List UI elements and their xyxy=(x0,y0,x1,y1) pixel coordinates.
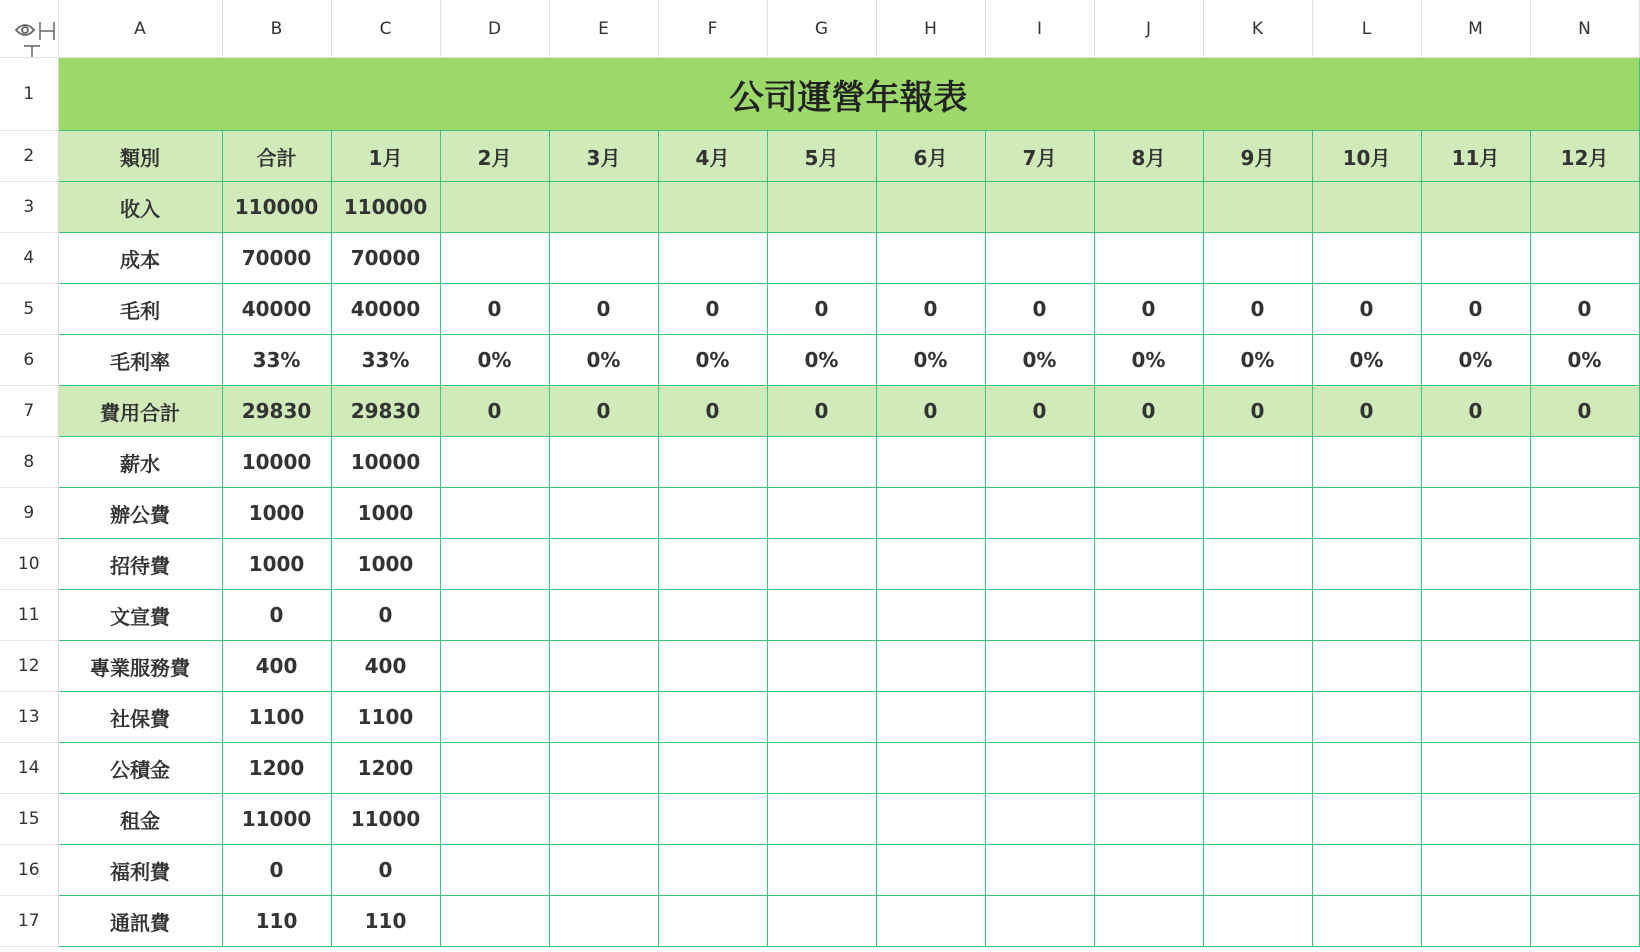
value-cell[interactable]: 0 xyxy=(1421,386,1530,437)
value-cell[interactable] xyxy=(1312,488,1421,539)
value-cell[interactable] xyxy=(1094,641,1203,692)
value-cell[interactable] xyxy=(767,590,876,641)
header-cell[interactable]: 類別 xyxy=(58,131,222,182)
column-header-n[interactable]: N xyxy=(1530,0,1639,58)
value-cell[interactable]: 1100 xyxy=(331,692,440,743)
value-cell[interactable] xyxy=(549,233,658,284)
value-cell[interactable] xyxy=(1421,539,1530,590)
value-cell[interactable] xyxy=(549,692,658,743)
value-cell[interactable] xyxy=(985,845,1094,896)
value-cell[interactable] xyxy=(658,794,767,845)
value-cell[interactable] xyxy=(1312,692,1421,743)
value-cell[interactable] xyxy=(1530,488,1639,539)
value-cell[interactable] xyxy=(440,590,549,641)
value-cell[interactable] xyxy=(1312,437,1421,488)
value-cell[interactable] xyxy=(1094,794,1203,845)
value-cell[interactable]: 0 xyxy=(1203,386,1312,437)
value-cell[interactable] xyxy=(1421,233,1530,284)
row-header[interactable]: 14 xyxy=(0,743,58,794)
category-cell[interactable]: 毛利 xyxy=(58,284,222,335)
value-cell[interactable]: 1200 xyxy=(331,743,440,794)
report-title[interactable]: 公司運營年報表 xyxy=(58,58,1639,131)
header-cell[interactable]: 10月 xyxy=(1312,131,1421,182)
value-cell[interactable] xyxy=(1530,590,1639,641)
value-cell[interactable]: 1200 xyxy=(222,743,331,794)
value-cell[interactable]: 0% xyxy=(1312,335,1421,386)
value-cell[interactable]: 0% xyxy=(658,335,767,386)
value-cell[interactable] xyxy=(1094,743,1203,794)
value-cell[interactable] xyxy=(985,590,1094,641)
value-cell[interactable] xyxy=(658,539,767,590)
value-cell[interactable] xyxy=(440,488,549,539)
category-cell[interactable]: 成本 xyxy=(58,233,222,284)
row-header[interactable]: 9 xyxy=(0,488,58,539)
value-cell[interactable]: 0 xyxy=(767,386,876,437)
value-cell[interactable]: 11000 xyxy=(331,794,440,845)
table-row xyxy=(0,488,1639,539)
value-cell[interactable]: 0 xyxy=(331,590,440,641)
value-cell[interactable] xyxy=(440,692,549,743)
value-cell[interactable] xyxy=(1421,590,1530,641)
value-cell[interactable]: 110000 xyxy=(331,182,440,233)
value-cell[interactable]: 0 xyxy=(876,386,985,437)
value-cell[interactable] xyxy=(1203,743,1312,794)
value-cell[interactable]: 0 xyxy=(331,845,440,896)
value-cell[interactable] xyxy=(767,743,876,794)
value-cell[interactable]: 11000 xyxy=(222,794,331,845)
value-cell[interactable] xyxy=(1094,437,1203,488)
value-cell[interactable] xyxy=(876,539,985,590)
value-cell[interactable] xyxy=(985,743,1094,794)
value-cell[interactable] xyxy=(1203,794,1312,845)
value-cell[interactable] xyxy=(658,233,767,284)
table-row xyxy=(0,386,1639,437)
value-cell[interactable] xyxy=(658,437,767,488)
table-row xyxy=(0,896,1639,947)
header-cell[interactable]: 9月 xyxy=(1203,131,1312,182)
header-cell[interactable]: 8月 xyxy=(1094,131,1203,182)
header-cell[interactable]: 1月 xyxy=(331,131,440,182)
value-cell[interactable]: 0 xyxy=(440,386,549,437)
value-cell[interactable] xyxy=(1530,182,1639,233)
category-cell[interactable]: 費用合計 xyxy=(58,386,222,437)
value-cell[interactable] xyxy=(440,896,549,947)
value-cell[interactable] xyxy=(1203,845,1312,896)
row-header[interactable]: 8 xyxy=(0,437,58,488)
value-cell[interactable]: 0 xyxy=(658,284,767,335)
value-cell[interactable] xyxy=(985,233,1094,284)
column-header-l[interactable]: L xyxy=(1312,0,1421,58)
value-cell[interactable] xyxy=(1421,896,1530,947)
header-cell[interactable]: 5月 xyxy=(767,131,876,182)
value-cell[interactable] xyxy=(549,743,658,794)
value-cell[interactable] xyxy=(1203,590,1312,641)
value-cell[interactable] xyxy=(876,233,985,284)
value-cell[interactable] xyxy=(985,896,1094,947)
value-cell[interactable] xyxy=(549,896,658,947)
value-cell[interactable] xyxy=(1530,845,1639,896)
value-cell[interactable]: 0 xyxy=(985,284,1094,335)
category-cell[interactable]: 招待費 xyxy=(58,539,222,590)
value-cell[interactable] xyxy=(440,641,549,692)
value-cell[interactable] xyxy=(876,794,985,845)
value-cell[interactable] xyxy=(1421,437,1530,488)
value-cell[interactable]: 0% xyxy=(1530,335,1639,386)
value-cell[interactable] xyxy=(1203,692,1312,743)
value-cell[interactable] xyxy=(1421,845,1530,896)
value-cell[interactable] xyxy=(1094,845,1203,896)
value-cell[interactable] xyxy=(658,488,767,539)
column-header-i[interactable]: I xyxy=(985,0,1094,58)
value-cell[interactable] xyxy=(767,794,876,845)
value-cell[interactable] xyxy=(1203,488,1312,539)
value-cell[interactable]: 110000 xyxy=(222,182,331,233)
column-header-k[interactable]: K xyxy=(1203,0,1312,58)
value-cell[interactable]: 0% xyxy=(1421,335,1530,386)
value-cell[interactable] xyxy=(1312,641,1421,692)
value-cell[interactable] xyxy=(876,641,985,692)
value-cell[interactable]: 400 xyxy=(222,641,331,692)
value-cell[interactable] xyxy=(1094,182,1203,233)
value-cell[interactable] xyxy=(440,794,549,845)
row-header[interactable]: 10 xyxy=(0,539,58,590)
value-cell[interactable] xyxy=(876,488,985,539)
category-header-row xyxy=(0,131,1639,182)
row-header[interactable]: 11 xyxy=(0,590,58,641)
value-cell[interactable] xyxy=(1312,896,1421,947)
header-cell[interactable]: 2月 xyxy=(440,131,549,182)
value-cell[interactable] xyxy=(1530,794,1639,845)
value-cell[interactable] xyxy=(767,692,876,743)
value-cell[interactable] xyxy=(985,437,1094,488)
header-cell[interactable]: 3月 xyxy=(549,131,658,182)
category-cell[interactable]: 薪水 xyxy=(58,437,222,488)
value-cell[interactable]: 40000 xyxy=(331,284,440,335)
value-cell[interactable] xyxy=(767,896,876,947)
value-cell[interactable] xyxy=(767,641,876,692)
value-cell[interactable] xyxy=(985,641,1094,692)
value-cell[interactable]: 0 xyxy=(1530,386,1639,437)
value-cell[interactable]: 0 xyxy=(1421,284,1530,335)
value-cell[interactable] xyxy=(1203,641,1312,692)
header-cell[interactable]: 11月 xyxy=(1421,131,1530,182)
header-cell[interactable]: 7月 xyxy=(985,131,1094,182)
category-cell[interactable]: 福利費 xyxy=(58,845,222,896)
row-header[interactable]: 12 xyxy=(0,641,58,692)
table-row xyxy=(0,233,1639,284)
value-cell[interactable]: 0 xyxy=(658,386,767,437)
value-cell[interactable]: 1000 xyxy=(222,539,331,590)
value-cell[interactable] xyxy=(1421,488,1530,539)
category-cell[interactable]: 辦公費 xyxy=(58,488,222,539)
value-cell[interactable] xyxy=(440,182,549,233)
value-cell[interactable] xyxy=(1094,896,1203,947)
row-header[interactable]: 16 xyxy=(0,845,58,896)
category-cell[interactable]: 文宣費 xyxy=(58,590,222,641)
category-cell[interactable]: 毛利率 xyxy=(58,335,222,386)
value-cell[interactable] xyxy=(549,641,658,692)
value-cell[interactable] xyxy=(549,488,658,539)
value-cell[interactable]: 0% xyxy=(767,335,876,386)
table-row xyxy=(0,590,1639,641)
value-cell[interactable] xyxy=(658,590,767,641)
table-row xyxy=(0,182,1639,233)
value-cell[interactable] xyxy=(440,743,549,794)
value-cell[interactable] xyxy=(1312,182,1421,233)
value-cell[interactable]: 29830 xyxy=(222,386,331,437)
value-cell[interactable] xyxy=(1094,488,1203,539)
category-cell[interactable]: 社保費 xyxy=(58,692,222,743)
column-header-d[interactable]: D xyxy=(440,0,549,58)
category-cell[interactable]: 專業服務費 xyxy=(58,641,222,692)
value-cell[interactable] xyxy=(440,539,549,590)
value-cell[interactable] xyxy=(1421,641,1530,692)
value-cell[interactable] xyxy=(876,437,985,488)
value-cell[interactable]: 0% xyxy=(1094,335,1203,386)
value-cell[interactable]: 110 xyxy=(222,896,331,947)
value-cell[interactable] xyxy=(985,692,1094,743)
value-cell[interactable]: 70000 xyxy=(222,233,331,284)
value-cell[interactable] xyxy=(549,794,658,845)
value-cell[interactable] xyxy=(1203,539,1312,590)
value-cell[interactable] xyxy=(1312,233,1421,284)
value-cell[interactable] xyxy=(985,794,1094,845)
row-header[interactable]: 3 xyxy=(0,182,58,233)
value-cell[interactable] xyxy=(1203,437,1312,488)
value-cell[interactable]: 0% xyxy=(549,335,658,386)
value-cell[interactable] xyxy=(876,845,985,896)
table-row xyxy=(0,845,1639,896)
eye-icon[interactable] xyxy=(16,25,34,35)
value-cell[interactable]: 0 xyxy=(222,590,331,641)
column-header-g[interactable]: G xyxy=(767,0,876,58)
row-header[interactable]: 15 xyxy=(0,794,58,845)
table-row xyxy=(0,284,1639,335)
table-row xyxy=(0,539,1639,590)
value-cell[interactable] xyxy=(876,743,985,794)
column-resize-icon[interactable] xyxy=(40,22,54,40)
value-cell[interactable] xyxy=(1094,692,1203,743)
value-cell[interactable]: 1000 xyxy=(331,539,440,590)
header-cell[interactable]: 6月 xyxy=(876,131,985,182)
value-cell[interactable] xyxy=(440,845,549,896)
value-cell[interactable]: 0 xyxy=(1530,284,1639,335)
value-cell[interactable]: 1000 xyxy=(222,488,331,539)
value-cell[interactable]: 0% xyxy=(440,335,549,386)
value-cell[interactable] xyxy=(1094,539,1203,590)
value-cell[interactable]: 10000 xyxy=(222,437,331,488)
value-cell[interactable] xyxy=(549,437,658,488)
value-cell[interactable] xyxy=(658,743,767,794)
column-header-b[interactable]: B xyxy=(222,0,331,58)
row-header[interactable]: 6 xyxy=(0,335,58,386)
value-cell[interactable]: 0 xyxy=(1312,284,1421,335)
value-cell[interactable] xyxy=(1312,590,1421,641)
value-cell[interactable] xyxy=(767,539,876,590)
column-header-a[interactable]: A xyxy=(58,0,222,58)
value-cell[interactable] xyxy=(1203,182,1312,233)
value-cell[interactable] xyxy=(1530,539,1639,590)
table-row xyxy=(0,437,1639,488)
header-cell[interactable]: 合計 xyxy=(222,131,331,182)
value-cell[interactable] xyxy=(1094,233,1203,284)
table-row xyxy=(0,335,1639,386)
value-cell[interactable]: 0% xyxy=(876,335,985,386)
row-header[interactable]: 7 xyxy=(0,386,58,437)
table-row xyxy=(0,743,1639,794)
value-cell[interactable]: 0 xyxy=(1312,386,1421,437)
value-cell[interactable] xyxy=(767,182,876,233)
value-cell[interactable] xyxy=(440,437,549,488)
value-cell[interactable] xyxy=(658,692,767,743)
value-cell[interactable] xyxy=(549,845,658,896)
value-cell[interactable]: 0% xyxy=(1203,335,1312,386)
value-cell[interactable]: 0 xyxy=(549,284,658,335)
value-cell[interactable]: 29830 xyxy=(331,386,440,437)
value-cell[interactable]: 0 xyxy=(1094,284,1203,335)
column-header-m[interactable]: M xyxy=(1421,0,1530,58)
value-cell[interactable] xyxy=(1530,437,1639,488)
value-cell[interactable]: 10000 xyxy=(331,437,440,488)
column-header-f[interactable]: F xyxy=(658,0,767,58)
category-cell[interactable]: 租金 xyxy=(58,794,222,845)
value-cell[interactable] xyxy=(1312,539,1421,590)
value-cell[interactable]: 400 xyxy=(331,641,440,692)
value-cell[interactable]: 0 xyxy=(985,386,1094,437)
row-header[interactable]: 5 xyxy=(0,284,58,335)
value-cell[interactable] xyxy=(985,182,1094,233)
select-all-corner[interactable] xyxy=(0,0,58,58)
column-header-h[interactable]: H xyxy=(876,0,985,58)
value-cell[interactable] xyxy=(876,182,985,233)
row-header[interactable]: 13 xyxy=(0,692,58,743)
value-cell[interactable]: 70000 xyxy=(331,233,440,284)
category-cell[interactable]: 公積金 xyxy=(58,743,222,794)
value-cell[interactable] xyxy=(658,845,767,896)
column-header-row xyxy=(0,0,1639,58)
table-row xyxy=(0,641,1639,692)
value-cell[interactable] xyxy=(658,896,767,947)
value-cell[interactable] xyxy=(1203,233,1312,284)
table-row xyxy=(0,692,1639,743)
value-cell[interactable] xyxy=(1203,896,1312,947)
value-cell[interactable] xyxy=(767,233,876,284)
table-row xyxy=(0,794,1639,845)
value-cell[interactable]: 33% xyxy=(222,335,331,386)
value-cell[interactable] xyxy=(767,437,876,488)
category-cell[interactable]: 收入 xyxy=(58,182,222,233)
value-cell[interactable]: 0% xyxy=(985,335,1094,386)
column-header-c[interactable]: C xyxy=(331,0,440,58)
value-cell[interactable]: 0 xyxy=(1094,386,1203,437)
value-cell[interactable] xyxy=(1421,692,1530,743)
category-cell[interactable]: 通訊費 xyxy=(58,896,222,947)
header-cell[interactable]: 4月 xyxy=(658,131,767,182)
title-row xyxy=(0,58,1639,131)
value-cell[interactable] xyxy=(1421,743,1530,794)
value-cell[interactable] xyxy=(1530,692,1639,743)
value-cell[interactable]: 33% xyxy=(331,335,440,386)
value-cell[interactable] xyxy=(1421,794,1530,845)
value-cell[interactable] xyxy=(440,233,549,284)
value-cell[interactable] xyxy=(549,539,658,590)
value-cell[interactable] xyxy=(1312,743,1421,794)
value-cell[interactable] xyxy=(1312,845,1421,896)
value-cell[interactable] xyxy=(658,641,767,692)
value-cell[interactable] xyxy=(1530,641,1639,692)
value-cell[interactable] xyxy=(876,896,985,947)
value-cell[interactable] xyxy=(658,182,767,233)
value-cell[interactable]: 0 xyxy=(876,284,985,335)
value-cell[interactable] xyxy=(549,590,658,641)
column-header-e[interactable]: E xyxy=(549,0,658,58)
row-resize-icon[interactable] xyxy=(24,46,40,58)
value-cell[interactable] xyxy=(1530,233,1639,284)
value-cell[interactable] xyxy=(876,590,985,641)
header-cell[interactable]: 12月 xyxy=(1530,131,1639,182)
column-header-j[interactable]: J xyxy=(1094,0,1203,58)
value-cell[interactable] xyxy=(1530,743,1639,794)
value-cell[interactable]: 110 xyxy=(331,896,440,947)
value-cell[interactable]: 0 xyxy=(1203,284,1312,335)
value-cell[interactable]: 0 xyxy=(767,284,876,335)
value-cell[interactable]: 0 xyxy=(549,386,658,437)
value-cell[interactable]: 1100 xyxy=(222,692,331,743)
row-header[interactable]: 2 xyxy=(0,131,58,182)
value-cell[interactable]: 0 xyxy=(222,845,331,896)
value-cell[interactable] xyxy=(1530,896,1639,947)
row-header[interactable]: 1 xyxy=(0,58,58,131)
value-cell[interactable]: 1000 xyxy=(331,488,440,539)
row-header[interactable]: 17 xyxy=(0,896,58,947)
value-cell[interactable] xyxy=(549,182,658,233)
row-header[interactable]: 4 xyxy=(0,233,58,284)
value-cell[interactable] xyxy=(876,692,985,743)
value-cell[interactable] xyxy=(985,539,1094,590)
value-cell[interactable] xyxy=(985,488,1094,539)
value-cell[interactable] xyxy=(1094,590,1203,641)
value-cell[interactable] xyxy=(1421,182,1530,233)
value-cell[interactable] xyxy=(767,845,876,896)
value-cell[interactable]: 0 xyxy=(440,284,549,335)
value-cell[interactable] xyxy=(1312,794,1421,845)
value-cell[interactable]: 40000 xyxy=(222,284,331,335)
value-cell[interactable] xyxy=(767,488,876,539)
